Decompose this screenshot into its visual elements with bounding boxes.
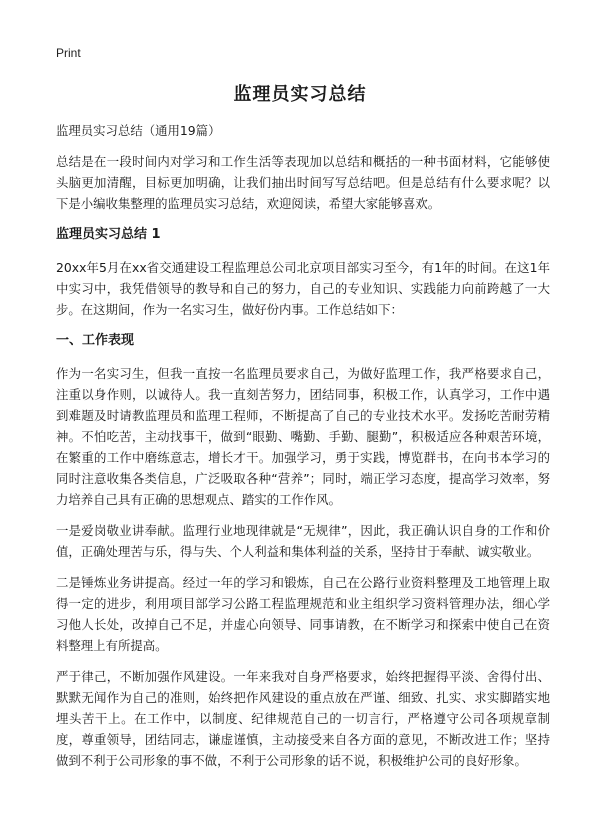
document-body: [56, 120, 550, 781]
study-paragraph: 二是锤炼业务讲提高。经过一年的学习和锻炼，自己在公路行业资料整理及工地管理上取得一定的进步，利用项目部学习公路工程监理规范和业主组织学习资料管理办法，细心学习他人长处，改掉自己不足，并虚心向领导、同事请教，在不断学习和探索中使自己在资料整理上有所提高。: [56, 575, 550, 653]
intro-paragraph: 总结是在一段时间内对学习和工作生活等表现加以总结和概括的一种书面材料，它能够使头脑更加清醒，目标更加明确，让我们抽出时间写写总结吧。但是总结有什么要求呢？以下是小编收集整理的监理员实习总结，欢迎阅读，希望大家能够喜欢。: [56, 154, 550, 211]
work-paragraph: 作为一名实习生，但我一直按一名监理员要求自己，为做好监理工作，我严格要求自己，注重以身作则，以诚待人。我一直刻苦努力，团结同事，积极工作，认真学习，工作中遇到难题及时请教监理员和监理工程师，不断提高了自己的专业技术水平。发扬吃苦耐劳精神。不怕吃苦，主动找事干，做到“眼勤、嘴勤、手勤、腿勤”，积极适应各种艰苦环境，在繁重的工作中磨练意志，增长才干。加强学习，勇于实践，博览群书，在向书本学习的同时注意收集各类信息，广泛吸取各种“营养”；同时，端正学习态度，提高学习效率，努力培养自己具有正确的思想观点、踏实的工作作风。: [56, 366, 550, 507]
document-subtitle: 监理员实习总结（通用19篇）: [56, 123, 221, 138]
page-title: 监理员实习总结: [233, 84, 367, 105]
print-link[interactable]: Print: [56, 46, 81, 60]
section-heading: 监理员实习总结 1: [56, 227, 161, 242]
dedication-paragraph: 一是爱岗敬业讲奉献。监理行业地现律就是“无规律”，因此，我正确认识自身的工作和价值，正确处理苦与乐，得与失、个人利益和集体利益的关系，坚持甘于奉献、诚实敬业。: [56, 523, 550, 559]
opening-paragraph: 20xx年5月在xx省交通建设工程监理总公司北京项目部实习至今，有1年的时间。在这1年中实习中，我凭借领导的教导和自己的努力，自己的专业知识、实践能力向前跨越了一大步。在这期间，作为一名实习生，做好份内事。工作总结如下：: [56, 260, 550, 317]
discipline-paragraph: 严于律己，不断加强作风建设。一年来我对自身严格要求，始终把握得平淡、舍得付出、默默无闻作为自己的准则，始终把作风建设的重点放在严谨、细致、扎实、求实脚踏实地埋头苦干上。在工作中，以制度、纪律规范自己的一切言行，严格遵守公司各项规章制度，尊重领导，团结同志，谦虚谨慎，主动接受来自各方面的意见，不断改进工作；坚持做到不利于公司形象的事不做，不利于公司形象的话不说，积极维护公司的良好形象。: [56, 669, 550, 768]
work-performance-heading: 一、工作表现: [56, 333, 135, 348]
